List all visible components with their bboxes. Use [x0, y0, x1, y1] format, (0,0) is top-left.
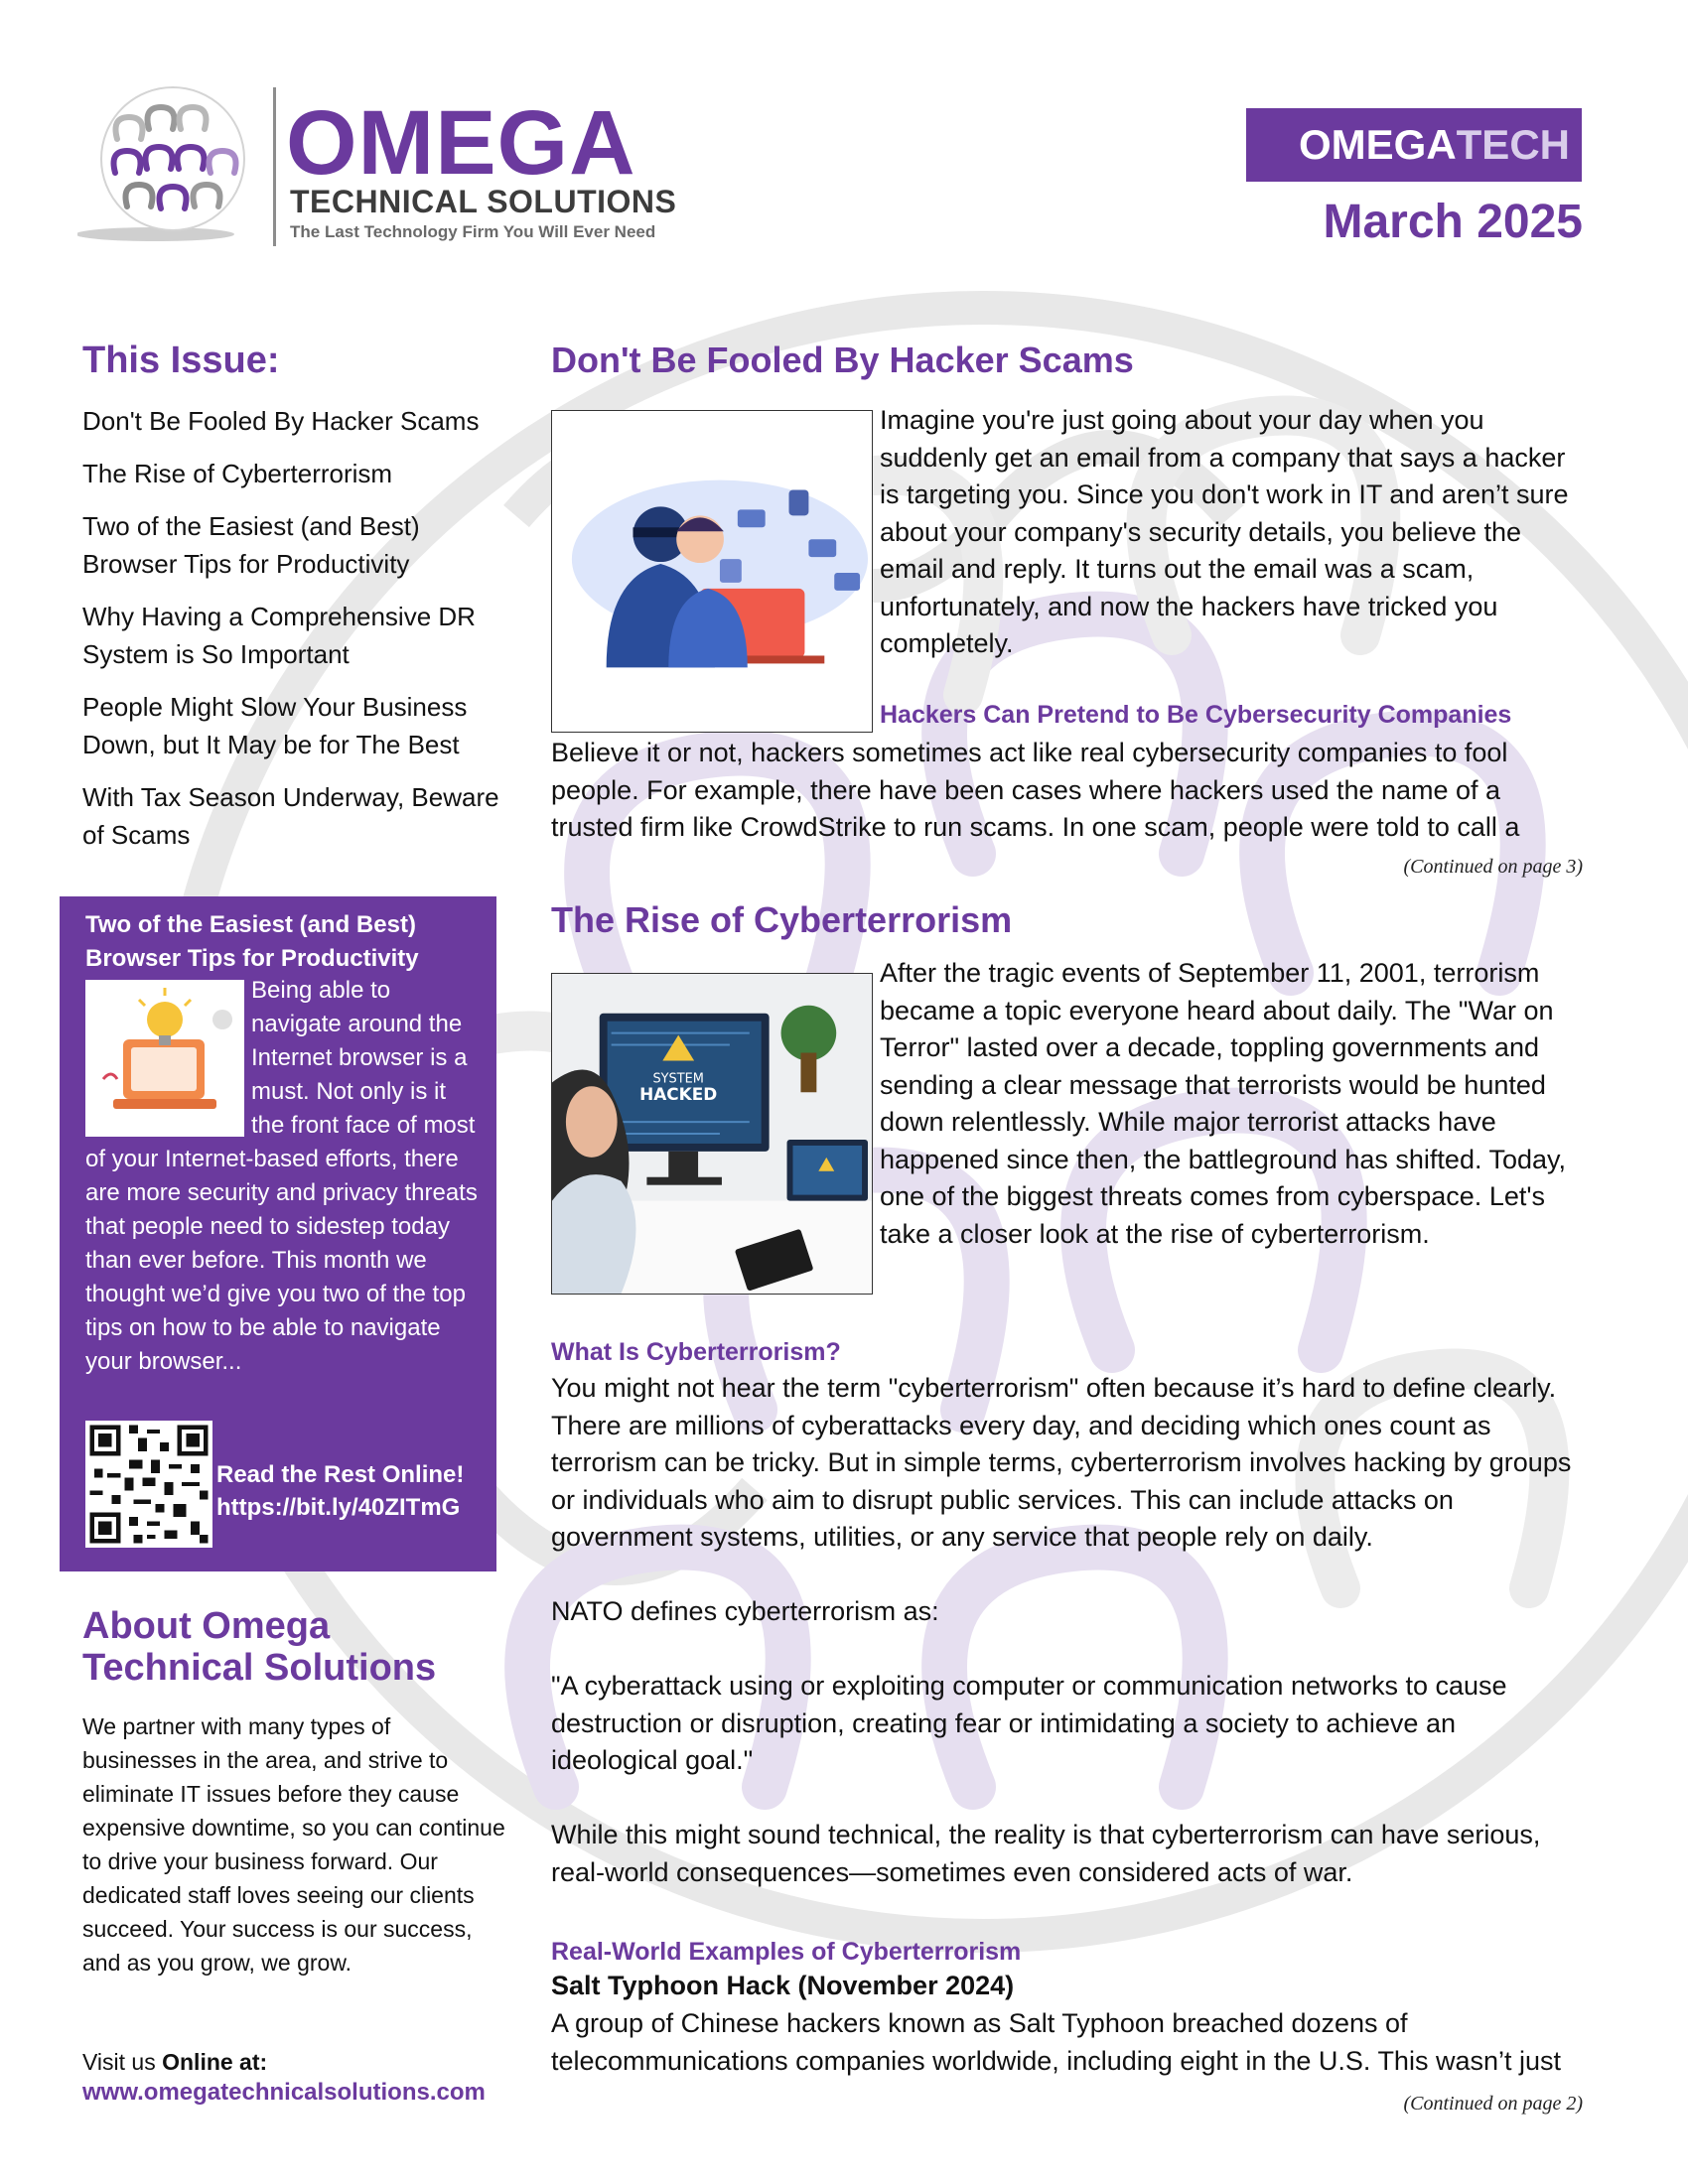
- table-of-contents: [82, 402, 509, 869]
- website-link[interactable]: www.omegatechnicalsolutions.com: [82, 2079, 486, 2106]
- article2-paragraph-1: You might not hear the term "cyberterrorism" often because it’s hard to define clearly. There are millions of cyberattacks every day, and deciding which ones count as terrorism can be tricky. But in simple terms, cyberterrorism involves hacking by groups or individuals who aim to disrupt public services. This can include attacks on government systems, utilities, or any service that people rely on daily.: [551, 1373, 1572, 1552]
- nato-quote: "A cyberattack using or exploiting computer or communication networks to cause destruction or disruption, creating fear or intimidating a society to achieve an ideological goal.": [551, 1671, 1507, 1775]
- newsletter-banner: [1246, 108, 1582, 182]
- example-title: Salt Typhoon Hack (November 2024): [551, 1971, 1015, 2000]
- article2-paragraph-2: NATO defines cyberterrorism as:: [551, 1596, 939, 1626]
- toc-item[interactable]: People Might Slow Your Business Down, but It May be for The Best: [82, 692, 468, 759]
- newsletter-suffix: TECH: [1456, 121, 1570, 168]
- visit-online-label: Online at:: [162, 2049, 268, 2075]
- article2-paragraph-3: While this might sound technical, the reality is that cyberterrorism can have serious, real-world consequences—sometimes even considered acts of war.: [551, 1820, 1541, 1887]
- article2-continued: (Continued on page 2): [1403, 2093, 1583, 2115]
- toc-item[interactable]: Don't Be Fooled By Hacker Scams: [82, 406, 480, 436]
- promo-title: Two of the Easiest (and Best) Browser Tips for Productivity: [85, 911, 419, 972]
- example-text: A group of Chinese hackers known as Salt Typhoon breached dozens of telecommunications companies worldwide, including eight in the U.S. This wasn’t just: [551, 2008, 1561, 2076]
- read-rest-link[interactable]: [216, 1458, 464, 1524]
- promo-body: Being able to navigate around the Internet browser is a must. Not only is it the front face of most of your Internet-based efforts, there are more security and privacy threats that people need to sidestep today than ever before. This month we thought we’d give you two of the top tips on how to be able to navigate your browser...: [85, 977, 478, 1375]
- toc-item[interactable]: The Rise of Cyberterrorism: [82, 459, 393, 488]
- promo-text: [85, 974, 479, 1379]
- article2-intro: After the tragic events of September 11, 2001, terrorism became a topic everyone heard about daily. The "War on Terror" lasted over a decade, toppling governments and sending a clear message that terrorists would be hunted down relentlessly. While major terrorist attacks have happened since then, the battleground has shifted. Today, one of the biggest threats comes from cyberspace. Let's take a closer look at the rise of cyberterrorism.: [880, 958, 1567, 1249]
- hacker-scam-illustration: [551, 410, 873, 733]
- about-text: We partner with many types of businesses in the area, and strive to eliminate IT issues before they cause expensive downtime, so you can continue to drive your business forward. Our dedicated staff loves seeing our clients succeed. Your success is our success, and as you grow, we grow.: [82, 1713, 505, 1976]
- article1-title: Don't Be Fooled By Hacker Scams: [551, 340, 1134, 380]
- visit-prefix: Visit us: [82, 2049, 163, 2075]
- this-issue-heading: This Issue:: [82, 340, 280, 381]
- article1-continued: (Continued on page 3): [1403, 856, 1583, 878]
- system-hacked-photo: [551, 973, 873, 1295]
- visit-line: [82, 2045, 267, 2079]
- read-rest-url[interactable]: https://bit.ly/40ZITmG: [216, 1494, 461, 1521]
- article1-intro: Imagine you're just going about your day when you suddenly get an email from a company that says a hacker is targeting you. Since you don't work in IT and aren’t sure about your company's security details, you believe the email and reply. It turns out the email was a scam, unfortunately, and now the hackers have tricked you completely.: [880, 405, 1569, 658]
- brand-subtitle: TECHNICAL SOLUTIONS: [290, 184, 677, 219]
- about-heading: About Omega Technical Solutions: [82, 1605, 437, 1689]
- issue-date: March 2025: [1323, 196, 1583, 248]
- real-world-examples-heading: Real-World Examples of Cyberterrorism: [551, 1938, 1022, 1966]
- browser-tips-promo: [60, 896, 496, 1571]
- brand-name: OMEGA: [286, 92, 636, 194]
- read-rest-label: Read the Rest Online!: [216, 1461, 465, 1488]
- what-is-cyberterrorism-heading: What Is Cyberterrorism?: [551, 1338, 841, 1366]
- logo-divider: [273, 87, 276, 246]
- article2-title: The Rise of Cyberterrorism: [551, 899, 1013, 940]
- qr-code[interactable]: [85, 1421, 212, 1548]
- article1-body: Believe it or not, hackers sometimes act like real cybersecurity companies to fool people. For example, there have been cases where hackers used the name of a trusted firm like CrowdStrike to run scams. In one scam, people were told to call a: [551, 738, 1520, 842]
- hacked-screen-label: SYSTEM: [652, 1071, 704, 1087]
- omega-globe-logo: [77, 77, 258, 252]
- newsletter-prefix: OMEGA: [1298, 121, 1457, 168]
- brand-tagline: The Last Technology Firm You Will Ever Need: [290, 222, 656, 241]
- toc-item[interactable]: Why Having a Comprehensive DR System is So Important: [82, 602, 476, 669]
- article1-subheading: Hackers Can Pretend to Be Cybersecurity Companies: [880, 701, 1512, 729]
- hacked-screen-label: HACKED: [639, 1084, 718, 1105]
- toc-item[interactable]: With Tax Season Underway, Beware of Scams: [82, 782, 499, 850]
- toc-item[interactable]: Two of the Easiest (and Best) Browser Tips for Productivity: [82, 511, 420, 579]
